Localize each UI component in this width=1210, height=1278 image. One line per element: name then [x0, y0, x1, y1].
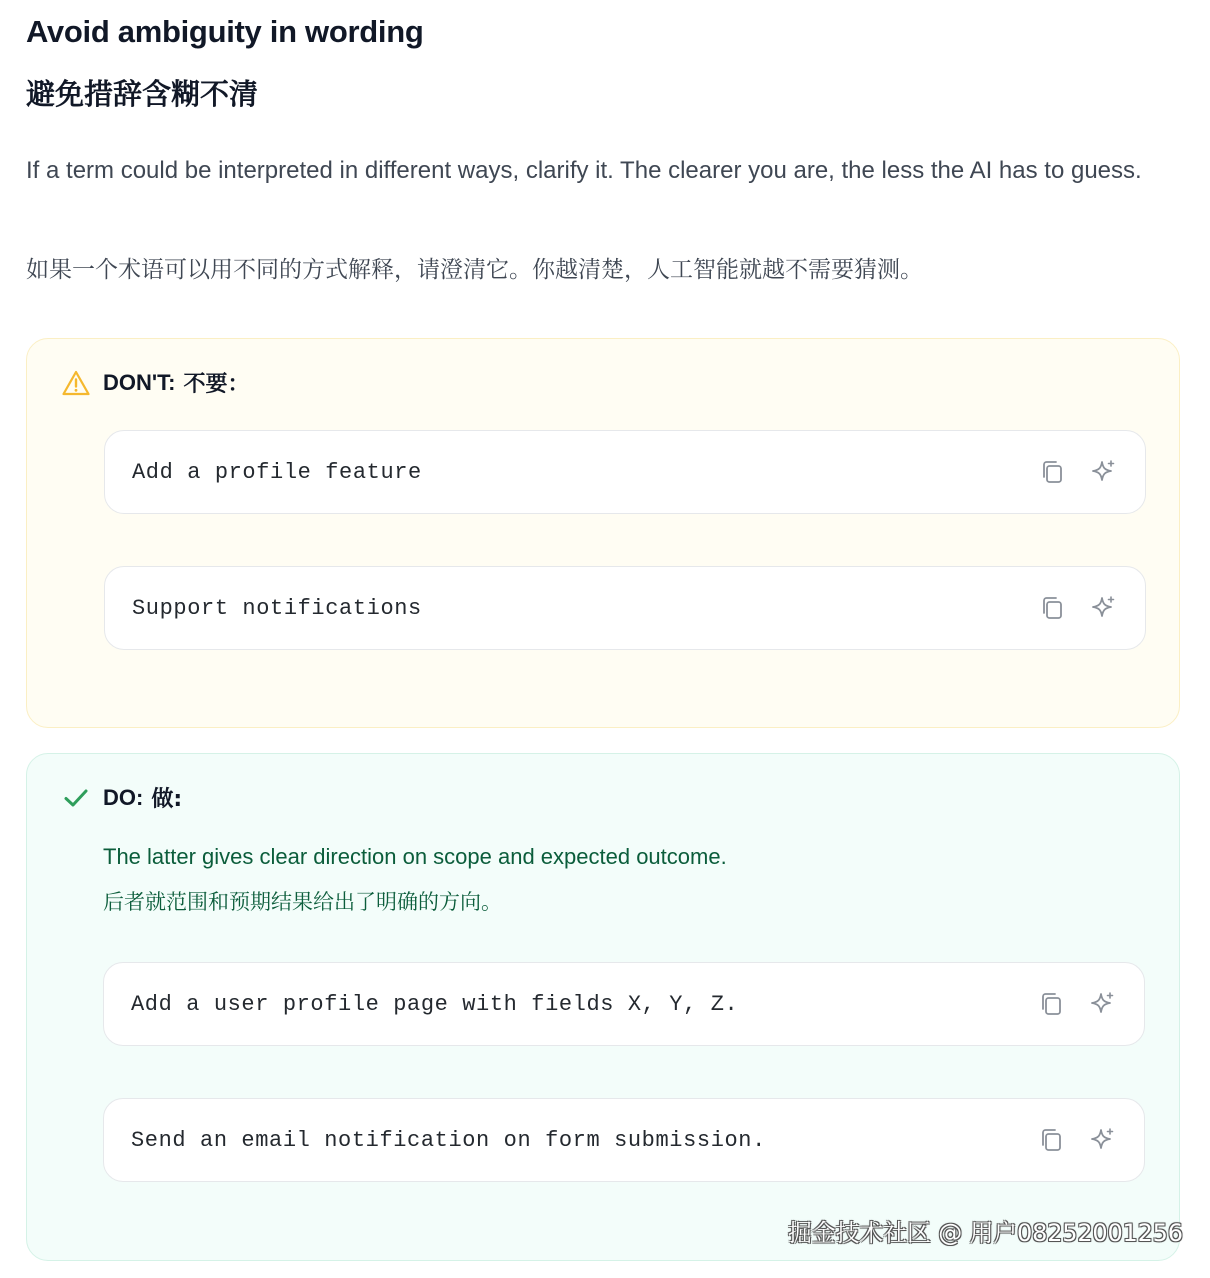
checkmark-icon [61, 783, 91, 813]
code-text: Add a user profile page with fields X, Y, Z. [131, 992, 739, 1017]
sparkle-icon[interactable] [1090, 990, 1116, 1018]
do-note-zh: 后者就范围和预期结果给出了明确的方向。 [103, 890, 502, 914]
code-block [104, 566, 1146, 650]
do-header [61, 782, 182, 813]
code-block [103, 1098, 1145, 1182]
sparkle-icon[interactable] [1091, 594, 1117, 622]
copy-icon[interactable] [1038, 1126, 1064, 1154]
sparkle-icon[interactable] [1090, 1126, 1116, 1154]
code-actions [1038, 990, 1116, 1018]
code-block [103, 962, 1145, 1046]
do-callout [26, 753, 1180, 1261]
do-label: DO: [103, 784, 144, 810]
code-text: Send an email notification on form submission. [131, 1128, 766, 1153]
watermark: 掘金技术社区 @ 用户08252001256 [788, 1219, 1183, 1247]
warning-triangle-icon [61, 368, 91, 398]
intro-paragraph-zh: 如果一个术语可以用不同的方式解释，请澄清它。你越清楚，人工智能就越不需要猜测。 [26, 257, 923, 283]
code-actions [1038, 1126, 1116, 1154]
copy-icon[interactable] [1039, 458, 1065, 486]
dont-label: DON'T: [103, 369, 176, 395]
section-title: Avoid ambiguity in wording [26, 14, 424, 49]
sparkle-icon[interactable] [1091, 458, 1117, 486]
dont-label-zh: 不要： [183, 372, 250, 397]
code-block [104, 430, 1146, 514]
code-actions [1039, 594, 1117, 622]
intro-paragraph: If a term could be interpreted in different ways, clarify it. The clearer you are, the less the AI has to guess. [26, 157, 1142, 184]
code-text: Support notifications [132, 596, 422, 621]
dont-header [61, 367, 249, 398]
copy-icon[interactable] [1038, 990, 1064, 1018]
dont-callout [26, 338, 1180, 728]
code-text: Add a profile feature [132, 460, 422, 485]
do-label-zh: 做: [151, 787, 183, 812]
section-title-zh: 避免措辞含糊不清 [26, 77, 259, 111]
code-actions [1039, 458, 1117, 486]
do-note: The latter gives clear direction on scope and expected outcome. [103, 844, 727, 869]
copy-icon[interactable] [1039, 594, 1065, 622]
